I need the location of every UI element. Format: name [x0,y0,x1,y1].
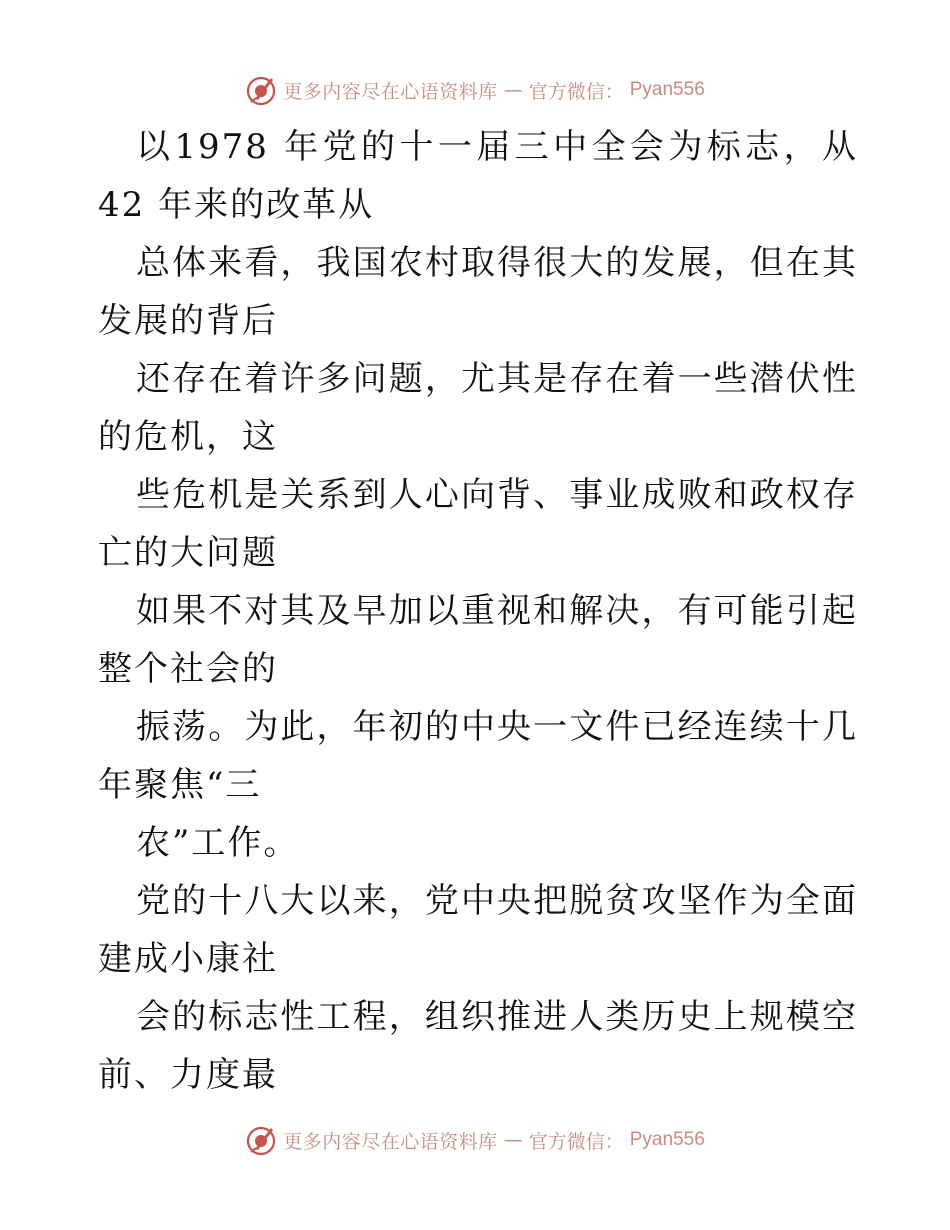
paragraph: 振荡。为此，年初的中央一文件已经连续十几年聚焦“三 [98,707,858,805]
watermark-separator: — [503,79,523,101]
watermark-text: 更多内容尽在心语资料库 [283,80,498,103]
quill-pen-logo-icon [245,1124,277,1156]
paragraph: 党的十八大以来，党中央把脱贫攻坚作为全面建成小康社 [98,881,858,979]
paragraph: 还存在着许多问题，尤其是存在着一些潜伏性的危机，这 [98,359,858,457]
paragraph: 总体来看，我国农村取得很大的发展，但在其发展的背后 [98,243,858,341]
paragraph: 如果不对其及早加以重视和解决，有可能引起整个社会的 [98,591,858,689]
footer-watermark [0,1120,950,1160]
header-watermark [0,70,950,110]
paragraph: 以1978 年党的十一届三中全会为标志，从 42 年来的改革从 [98,127,858,225]
watermark-wechat-id: Pyan556 [629,1129,705,1150]
watermark-wechat-id: Pyan556 [629,79,705,100]
paragraph: 些危机是关系到人心向背、事业成败和政权存亡的大问题 [98,475,858,573]
watermark-text: 更多内容尽在心语资料库 [283,1130,498,1153]
document-body [98,118,858,1104]
watermark-separator: — [503,1129,523,1151]
quill-pen-logo-icon [245,74,277,106]
paragraph: 会的标志性工程，组织推进人类历史上规模空前、力度最 [98,997,858,1095]
watermark-wechat-label: 官方微信： [528,1130,624,1153]
watermark-wechat-label: 官方微信： [528,80,624,103]
paragraph: 农”工作。 [136,823,300,863]
